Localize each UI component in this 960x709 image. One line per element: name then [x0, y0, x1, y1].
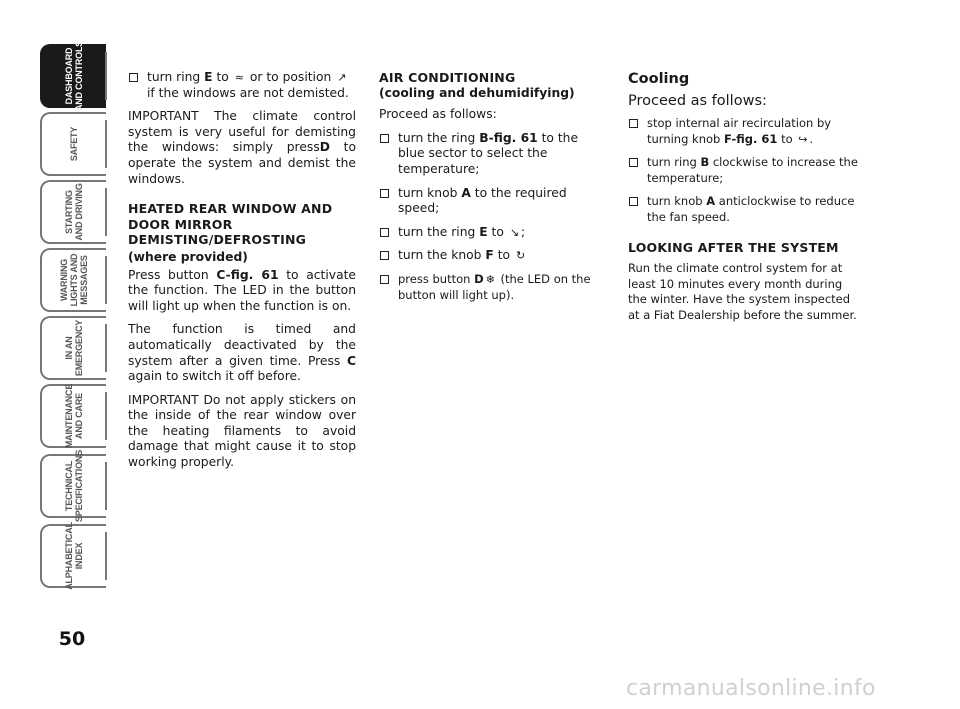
ref-label: F [485, 248, 494, 263]
tab-starting-and-driving[interactable] [40, 180, 106, 244]
watermark: carmanualsonline.info [626, 676, 876, 701]
tab-in-an-emergency[interactable] [40, 316, 106, 380]
paragraph [128, 322, 356, 384]
paragraph: Proceed as follows: [379, 107, 497, 122]
list-item [628, 194, 858, 225]
recirculation-icon: ↻ [515, 249, 526, 263]
list-item [128, 70, 356, 101]
windscreen-demist-icon: ≈ [234, 71, 244, 84]
section-subheading: (where provided) [128, 249, 248, 264]
list-item [379, 131, 607, 178]
text: to [493, 248, 514, 263]
text: turn knob [398, 185, 462, 200]
list-item [628, 155, 858, 186]
text: to the required speed; [398, 185, 567, 216]
tab-safety[interactable] [40, 112, 106, 176]
tab-technical-specifications[interactable] [40, 449, 106, 523]
tab-dashboard-and-controls[interactable] [40, 40, 106, 112]
text: to [487, 224, 508, 239]
list-item [379, 272, 607, 303]
list-item [379, 186, 607, 217]
ref-label: C-fig. 61 [216, 267, 279, 282]
text: or to position [245, 70, 336, 84]
column-1 [128, 70, 356, 479]
paragraph [128, 268, 356, 315]
text: turn ring [647, 155, 701, 170]
text: turn the ring [398, 224, 480, 239]
text: clockwise to increase the temperature; [647, 155, 858, 185]
ref-label: A [706, 194, 716, 209]
tab-label: DASHBOARD AND CONTROLS [64, 40, 84, 112]
section-subheading: Proceed as follows: [628, 93, 767, 109]
tab-maintenance-and-care[interactable] [40, 384, 106, 448]
tab-label: ALPHABETICAL INDEX [64, 522, 84, 590]
tab-label: TECHNICAL SPECIFICATIONS [64, 449, 84, 523]
page-number: 50 [58, 628, 86, 650]
text: to operate the system and demist the windows. [128, 140, 356, 186]
paragraph: IMPORTANT Do not apply stickers on the inside of the rear window over the heating filaments to avoid damage that might cause it to stop working properly. [128, 392, 356, 470]
paragraph: Run the climate control system for at least 10 minutes every month during the winter. Have the system inspected at a Fiat Dealership before the summer. [628, 261, 857, 322]
list-item [379, 248, 607, 264]
list-item [628, 116, 858, 147]
section-heading: LOOKING AFTER THE SYSTEM [628, 239, 839, 255]
text: to the blue sector to select the temperature; [398, 130, 579, 176]
column-3 [628, 70, 858, 332]
text: (the LED on the button will light up). [398, 271, 591, 302]
text: turn knob [647, 194, 707, 209]
text: to [212, 70, 233, 84]
text: turn ring [147, 70, 205, 84]
text: press button [398, 271, 475, 286]
tab-label: WARNING LIGHTS AND MESSAGES [59, 253, 89, 307]
feet-windscreen-icon: ↗ [337, 71, 347, 84]
tab-label: STARTING AND DRIVING [64, 183, 84, 241]
ref-label: E [479, 224, 488, 239]
text: stop internal air recirculation by turning knob [647, 116, 832, 146]
list-item [379, 225, 607, 241]
ref-label: F-fig. 61 [724, 131, 778, 146]
column-2 [379, 70, 607, 311]
text: if the windows are not demisted. [147, 85, 349, 100]
tab-label: SAFETY [69, 126, 79, 162]
section-heading: AIR CONDITIONING [379, 70, 516, 85]
snowflake-icon: ❄ [485, 272, 495, 286]
text: . [809, 131, 814, 146]
tab-warning-lights[interactable] [40, 248, 106, 312]
fresh-air-icon: ↪ [798, 132, 808, 146]
ref-label: A [461, 185, 471, 200]
section-heading: Cooling [628, 71, 690, 87]
text: to activate the function. The LED in the button will light up when the function is on. [128, 267, 356, 313]
text: turn the knob [398, 248, 486, 263]
tab-alphabetical-index[interactable] [40, 524, 106, 588]
text: Press button [128, 267, 217, 282]
ref-label: B [700, 155, 710, 170]
text: again to switch it off before. [128, 369, 301, 384]
section-heading: HEATED REAR WINDOW AND DOOR MIRROR DEMISTING/DEFROSTING [128, 201, 333, 248]
feet-vent-icon: ↘ [509, 225, 520, 239]
text: turn the ring [398, 130, 480, 145]
text: The function is timed and automatically deactivated by the system after a given time. Press [128, 322, 356, 368]
text: IMPORTANT The climate control system is very useful for demisting the windows: simply press [128, 109, 356, 155]
paragraph [128, 109, 356, 187]
ref-label: C [346, 353, 356, 368]
text: to [777, 131, 797, 146]
tab-label: MAINTENANCE AND CARE [64, 383, 84, 449]
ref-label: D [474, 271, 484, 286]
ref-label: E [204, 70, 213, 84]
text: anticlockwise to reduce the fan speed. [647, 194, 855, 224]
text: ; [521, 224, 526, 239]
section-subheading: (cooling and dehumidifying) [379, 85, 575, 100]
ref-label: B-fig. 61 [479, 130, 538, 145]
tab-label: IN AN EMERGENCY [64, 319, 84, 377]
ref-label: D [319, 140, 330, 155]
